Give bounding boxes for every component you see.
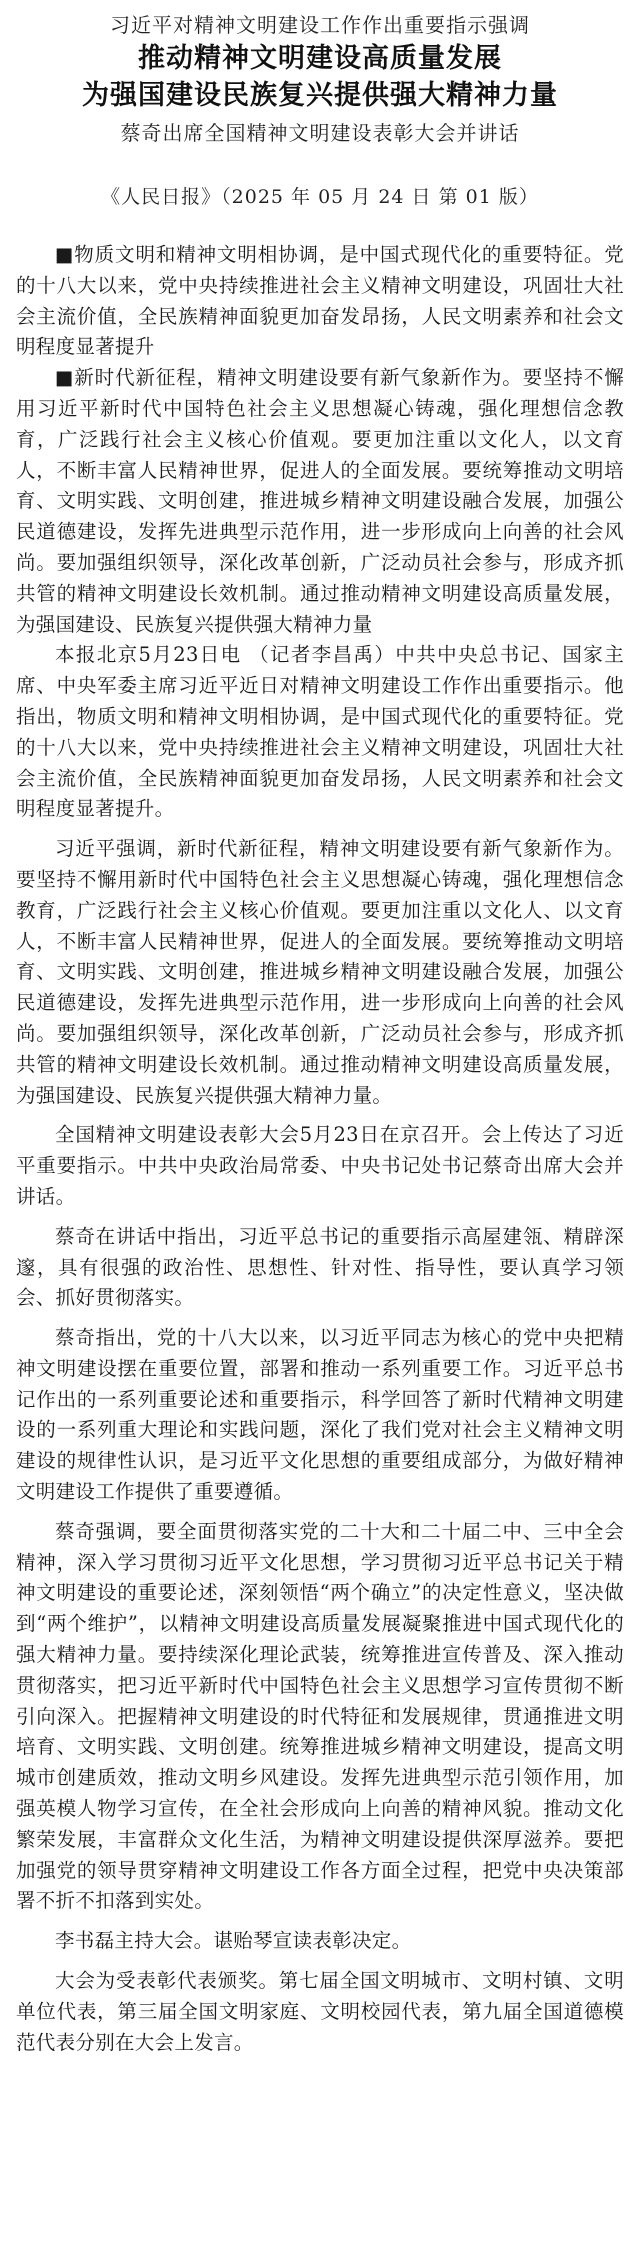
body-paragraph: 大会为受表彰代表颁奖。第七届全国文明城市、文明村镇、文明单位代表，第三届全国文明家庭、文明校园代表，第九届全国道德模范代表分别在大会上发言。: [16, 1969, 624, 2054]
body-paragraph: 全国精神文明建设表彰大会5月23日在京召开。会上传达了习近平重要指示。中共中央政治局常委、中央书记处书记蔡奇出席大会并讲话。: [16, 1123, 624, 1208]
article-kicker: 习近平对精神文明建设工作作出重要指示强调: [110, 13, 530, 37]
body-paragraph: 李书磊主持大会。谌贻琴宣读表彰决定。: [55, 1929, 412, 1953]
body-paragraph: 蔡奇指出，党的十八大以来，以习近平同志为核心的党中央把精神文明建设摆在重要位置，部署和推动一系列重要工作。习近平总书记作出的一系列重要论述和重要指示，科学回答了新时代精神文明建设的一系列重大理论和实践问题，深化了我们党对社会主义精神文明建设的规律性认识，是习近平文化思想的重要组成部分，为做好精神文明建设工作提供了重要遵循。: [16, 1326, 624, 1504]
summary-paragraph-1: ■物质文明和精神文明相协调，是中国式现代化的重要特征。党的十八大以来，党中央持续推进社会主义精神文明建设，巩固壮大社会主流价值，全民族精神面貌更加奋发昂扬，人民文明素养和社会文明程度显著提升: [16, 243, 624, 359]
article-title-line-2: 为强国建设民族复兴提供强大精神力量: [82, 80, 558, 111]
body-paragraph: 蔡奇在讲话中指出，习近平总书记的重要指示高屋建瓴、精辟深邃，具有很强的政治性、思想性、针对性、指导性，要认真学习领会、抓好贯彻落实。: [16, 1224, 624, 1310]
article-body: [16, 240, 624, 2058]
summary-paragraph-2: ■新时代新征程，精神文明建设要有新气象新作为。要坚持不懈用习近平新时代中国特色社会主义思想凝心铸魂，强化理想信念教育，广泛践行社会主义核心价值观。要更加注重以文化人，以文育人，不断丰富人民精神世界，促进人的全面发展。要统筹推动文明培育、文明实践、文明创建，推进城乡精神文明建设融合发展，加强公民道德建设，发挥先进典型示范作用，进一步形成向上向善的社会风尚。要加强组织领导，深化改革创新，广泛动员社会参与，形成齐抓共管的精神文明建设长效机制。通过推动精神文明建设高质量发展，为强国建设、民族复兴提供强大精神力量: [16, 366, 624, 636]
body-paragraph-dateline: 本报北京5月23日电 （记者李昌禹）中共中央总书记、国家主席、中央军委主席习近平近日对精神文明建设工作作出重要指示。他指出，物质文明和精神文明相协调，是中国式现代化的重要特征。党的十八大以来，党中央持续推进社会主义精神文明建设，巩固壮大社会主流价值，全民族精神面貌更加奋发昂扬，人民文明素养和社会文明程度显著提升。: [16, 643, 624, 821]
headline-block: [16, 8, 624, 150]
article-subtitle: 蔡奇出席全国精神文明建设表彰大会并讲话: [120, 121, 520, 145]
article-title-line-1: 推动精神文明建设高质量发展: [138, 43, 502, 74]
body-paragraph: 蔡奇强调，要全面贯彻落实党的二十大和二十届二中、三中全会精神，深入学习贯彻习近平文化思想，学习贯彻习近平总书记关于精神文明建设的重要论述，深刻领悟“两个确立”的决定性意义，坚决做到“两个维护”，以精神文明建设高质量发展凝聚推进中国式现代化的强大精神力量。要持续深化理论武装，统筹推进宣传普及、深入推动贯彻落实，把习近平新时代中国特色社会主义思想学习宣传贯彻不断引向深入。把握精神文明建设的时代特征和发展规律，贯通推进文明培育、文明实践、文明创建。统筹推进城乡精神文明建设，提高文明城市创建质效，推动文明乡风建设。发挥先进典型示范引领作用，加强英模人物学习宣传，在全社会形成向上向善的精神风貌。推动文化繁荣发展，丰富群众文化生活，为精神文明建设提供深厚滋养。要把加强党的领导贯穿精神文明建设工作各方面全过程，把党中央决策部署不折不扣落到实处。: [16, 1519, 624, 1913]
body-paragraph: 习近平强调，新时代新征程，精神文明建设要有新气象新作为。要坚持不懈用新时代中国特色社会主义思想凝心铸魂，强化理想信念教育，广泛践行社会主义核心价值观。要更加注重以文化人、以文育人，不断丰富人民精神世界，促进人的全面发展。要统筹推动文明培育、文明实践、文明创建，推进城乡精神文明建设融合发展，加强公民道德建设，发挥先进典型示范作用，进一步形成向上向善的社会风尚。要加强组织领导，深化改革创新，广泛动员社会参与，形成齐抓共管的精神文明建设长效机制。通过推动精神文明建设高质量发展，为强国建设、民族复兴提供强大精神力量。: [16, 837, 624, 1107]
publication-source: 《人民日报》（2025 年 05 月 24 日 第 01 版）: [101, 186, 539, 208]
